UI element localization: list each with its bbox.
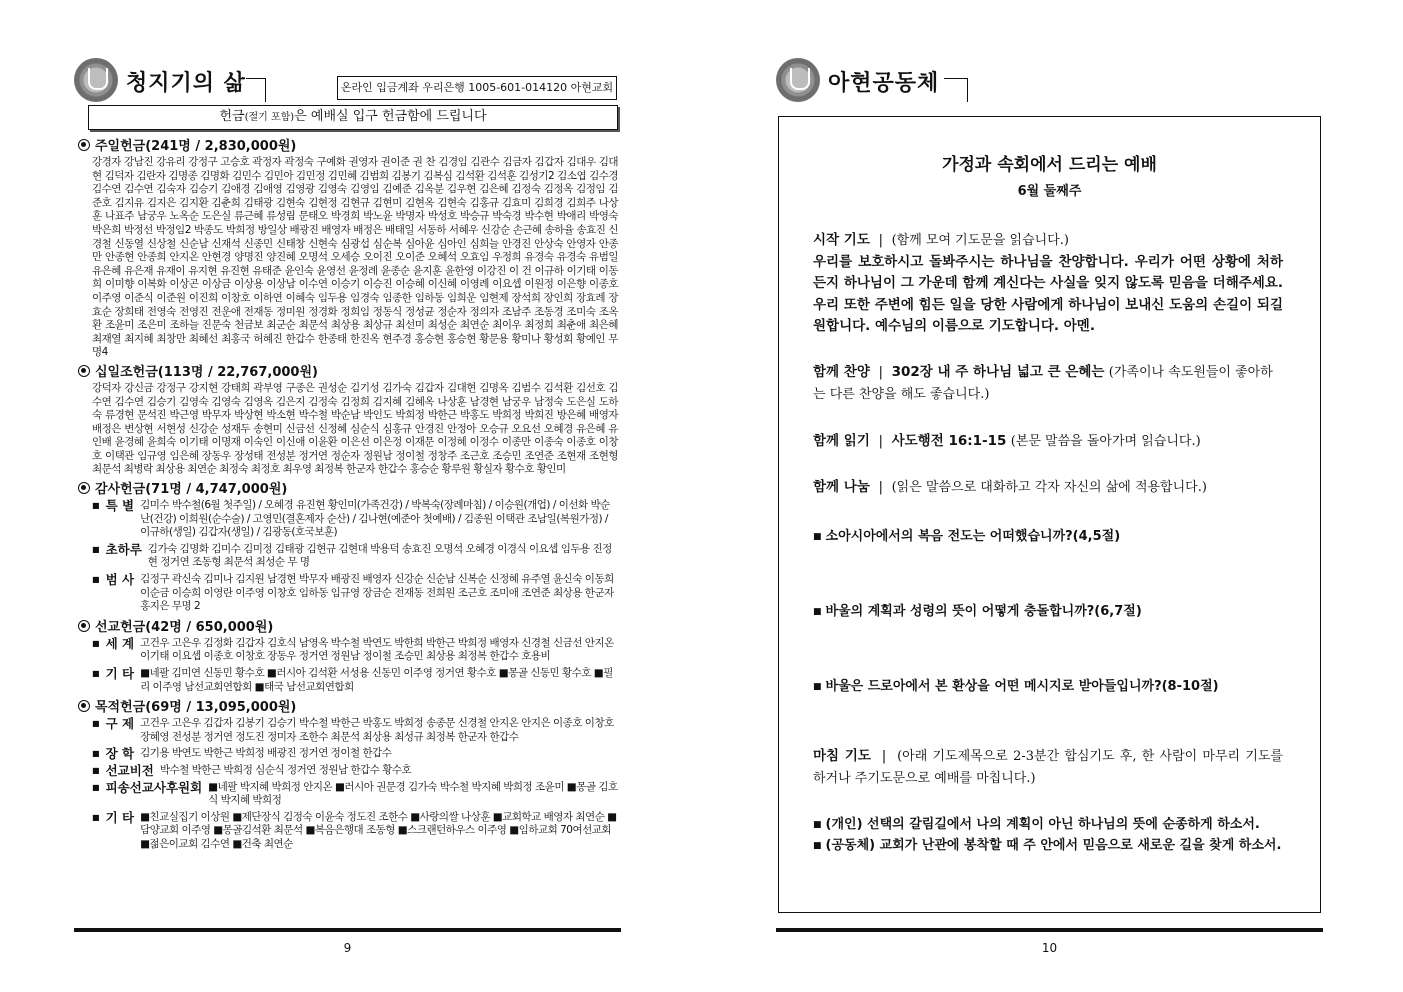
page-number-left: 9 (343, 941, 352, 955)
left-footer-rule (74, 928, 621, 932)
account-info: 온라인 입금계좌 우리은행 1005-601-014120 아현교회 (337, 76, 617, 100)
offering-notice (88, 105, 618, 130)
designated-scholarship: ■ 장 학 김기용 박연도 박한근 박희정 배광진 정거연 정이철 한갑수 (92, 747, 618, 761)
thanks-offering-heading: 감사헌금(71명 / 4,747,000원) (78, 481, 618, 499)
sunday-offering-names: 강경자 강남진 강유리 강정구 고승호 곽정자 곽정숙 구예화 권영자 권이준 권 찬 김경임 김관수 김금자 김갑자 김대우 김대현 김덕자 김란자 김명종 김명화 김민수 김민아 김민정 김민혜 김범희 김봉기 김복심 김석환 김석훈 김성기2 김소엽 김수경 김수연 김수연 김숙자 김승기 김애경 김애영 김영광 김영숙 김영임 김예준 김옥분 김우현 김은혜 김정숙 김정옥 김정임 김준호 김지유 김지은 김지환 김춘희 김태광 김현숙 김현정 김현규 김현미 김현옥 김현숙 김홍규 김효미 김희경 김희주 나상훈 나표주 남궁우 노옥순 도은실 류근혜 류성림 문태오 박경희 박노윤 박명자 박성호 박승규 박숙경 박수현 박애리 박영숙 박은희 박정선 박정임2 박종도 박희정 방일상 배광진 배영자 배정은 배태일 서동하 서혜우 신강순 손근혜 송하율 송효진 신경철 신동열 신상철 신순남 신재석 신종민 신태창 신현숙 심광섭 심순복 심아윤 심아인 심희늘 안경진 안상숙 안영자 안종만 안종현 안종희 안지온 안현경 양명진 양진혜 오명석 오세승 오이진 오이준 오혜석 오효임 우정희 유경숙 유경숙 유범일 유은혜 유은재 유재이 유지현 유진현 유태준 윤인숙 윤영선 윤정례 윤종순 윤지훈 윤한영 이강진 이 건 이규하 이기태 이동희 이미향 이복화 이상곤 이상금 이상용 이상남 이수연 이승기 이승진 이승혜 이신혜 이영례 이요셉 이원정 이은향 이종호 이주영 이준식 이준원 이진희 이창호 이하연 이혜숙 임두용 임경숙 임종한 임하동 임희운 임현제 장석희 장인희 장효례 장효순 장희태 전영숙 전영진 전운애 전재동 정미원 정경화 정희임 정동식 정성균 정순자 정의자 조남주 조동경 조미숙 조옥환 조윤미 조은미 조하늘 진문숙 천금보 최군순 최문석 최상용 최상규 최선미 최성순 최연순 최이우 최정희 최춘애 최은혜 최재열 최지혜 최창만 최혜선 최홍국 허혜진 한갑수 한종태 한진옥 현주경 홍승현 홍승현 황문용 황미나 황성회 황예인 무명4 (92, 156, 618, 359)
designated-relief: ■ 구 제 고건우 고은우 김갑자 김봉기 김승기 박수철 박한근 박홍도 박희정 송종문 신경철 안지온 안지은 이종호 이창호 장혜영 전성분 정거연 정도진 정미자 조한수 최문석 최상용 최성규 최정복 한군자 한갑수 (92, 717, 618, 744)
sunday-offering-heading: 주일헌금(241명 / 2,830,000원) (78, 138, 618, 156)
designated-offering-heading: 목적헌금(69명 / 13,095,000원) (78, 699, 618, 717)
church-logo-icon (776, 58, 820, 102)
closing-prayer: 마침 기도 | (아래 기도제목으로 2-3분간 합심기도 후, 한 사람이 마무리 기도를 하거나 주기도문으로 예배를 마칩니다.) (813, 748, 1283, 786)
designated-mission-vision: ■ 선교비전 박수철 박한근 박희정 심순식 정거연 정원남 한갑수 황수호 (92, 764, 618, 778)
thanks-first-day: ■ 초하루 김가숙 김명화 김미수 김미정 김태광 김현규 김현대 박용덕 송효진 오명석 오혜경 이경식 이요셉 임두용 진정현 정거연 조동형 최문석 최성순 무 명 (92, 543, 618, 570)
prayer-item-personal: ■ (개인) 선택의 갈림길에서 나의 계획이 아닌 하나님의 뜻에 순종하게 하소서. (813, 813, 1283, 832)
mission-world: ■ 세 계 고건우 고은우 김정화 김갑자 김호식 남영옥 박수철 박연도 박한희 박한근 박희정 배영자 신경철 신금선 안지온 이기태 이요셉 이종호 이창호 장동우 정거연 정원남 정이철 조승민 최상용 최정복 한갑수 호용비 (92, 637, 618, 664)
right-footer-rule (776, 928, 1323, 932)
notice-text-post: 은 예배실 입구 헌금함에 드립니다 (294, 109, 487, 124)
prayer-item-community: ■ (공동체) 교회가 난관에 봉착할 때 주 안에서 믿음으로 새로운 길을 찾게 하소서. (813, 835, 1283, 857)
question-1: ■ 소아시아에서의 복음 전도는 어떠했습니까?(4,5절) (813, 525, 1283, 544)
right-header-title: 아현공동체 (828, 71, 940, 96)
opening-prayer: 시작 기도 | (함께 모여 기도문을 읽습니다.) 우리를 보호하시고 돌봐주시는 하나님을 찬양합니다. 우리가 어떤 상황에 처하든지 하나님이 그 가운데 함께 계신다는 사실을 잊지 않도록 믿음을 더해주세요. 우리 또한 주변에 힘든 일을 당한 사람에게 하나님이 보내신 도움의 손길이 되길 원합니다. 예수님의 이름으로 기도합니다. 아멘. (813, 230, 1283, 338)
church-logo-icon (74, 58, 118, 102)
thanks-special: ■ 특 별 김미수 박수철(6월 첫주일) / 오혜경 유진현 황인미(가족건강) / 박복숙(장례마침) / 이승원(개업) / 이선화 박순난(건강) 이희원(순수술) / 고영민(결혼제자 순산) / 김나현(예준아 첫예배) / 김종원 이택관 조남일(복원가정) / 이규하(생일) 김갑자(생일) / 김광동(호국보훈) (92, 499, 618, 540)
page-number-right: 10 (1041, 941, 1058, 955)
notice-text-pre: 헌금 (219, 109, 245, 124)
designated-other: ■ 기 타 ■친교실집기 이상원 ■제단장식 김정숙 이윤숙 정도진 조한수 ■사랑의쌀 나상훈 ■교회학교 배영자 최연순 ■담양교회 이주영 ■몽골김석환 최문석 ■복음은행대 조동형 ■스크랜턴하우스 이주영 ■임하교회 70여선교회 ■젊은이교회 김수연 ■건축 최연순 (92, 811, 618, 852)
notice-text-small: (절기 포함) (244, 112, 295, 123)
offering-list (78, 138, 618, 855)
header-rule (246, 78, 266, 102)
thanks-all-things: ■ 범 사 김정구 곽신숙 김미나 김지원 남경현 박무자 배광진 배영자 신강순 신순남 신복순 신정혜 유주열 윤신숙 이동희 이순금 이승희 이영란 이주영 이창호 임하동 임규영 장금순 전재동 전희원 조근호 조미애 조연준 최상용 한군자 홍지은 무명 2 (92, 573, 618, 614)
designated-missionary-support: ■ 피송선교사후원회 ■네팔 박지혜 박희정 안지온 ■러시아 권문경 김가숙 박수철 박지혜 박희정 조윤미 ■몽골 김호식 박지혜 박희정 (92, 781, 618, 808)
question-3: ■ 바울은 드로아에서 본 환상을 어떤 메시지로 받아들입니까?(8-10절) (813, 675, 1283, 694)
header-rule (944, 78, 968, 102)
hymn-section: 함께 찬양 | 302장 내 주 하나님 넓고 큰 은혜는 (가족이나 속도원들이 좋아하는 다른 찬양을 해도 좋습니다.) (813, 364, 1273, 402)
worship-title: 가정과 속회에서 드리는 예배 (942, 155, 1157, 175)
right-header (776, 58, 976, 102)
mission-offering-heading: 선교헌금(42명 / 650,000원) (78, 619, 618, 637)
tithe-names: 강덕자 강신금 강정구 강지현 강태희 곽부영 구종은 권성순 김기성 김가숙 김갑자 김대현 김명옥 김범수 김석환 김선호 김수연 김수연 김승기 김영숙 김영숙 김영옥 김은지 김정숙 김정희 김지혜 김혜옥 나상훈 남경현 남궁우 남정숙 도은실 도하숙 류경현 문석진 박근영 박무자 박상현 박소현 박수철 박순남 박인도 박희정 박한근 박홍도 박희정 박희진 방은혜 배영자 배정은 변상현 서현성 신강순 성재두 송현미 신금선 신정혜 심순식 심홍규 안경진 안정아 오승규 오요선 오혜경 유은혜 유인배 윤경혜 윤희숙 이기태 이명재 이숙인 이신애 이윤환 이은선 이은정 이재문 이정혜 이정수 이종만 이종숙 이종호 이창호 이택관 임규영 임은혜 장동우 장성태 전성분 정거연 정순자 정원남 정이철 정창주 조근호 조승민 조연준 조현재 조현형 최문석 최병락 최상용 최연순 최정숙 최정호 최우영 최정복 한군자 한갑수 홍승순 황루원 황실자 황수호 황인미 (92, 381, 618, 476)
sharing-section: 함께 나눔 | (읽은 말씀으로 대화하고 각자 자신의 삶에 적용합니다.) (813, 479, 1207, 495)
question-2: ■ 바울의 계획과 성령의 뜻이 어떻게 충돌합니까?(6,7절) (813, 600, 1283, 619)
opening-prayer-text: 우리를 보호하시고 돌봐주시는 하나님을 찬양합니다. 우리가 어떤 상황에 처하든지 하나님이 그 가운데 함께 계신다는 사실을 잊지 않도록 믿음을 더해주세요. 우리 또한 주변에 힘든 일을 당한 사람에게 하나님이 보내신 도움의 손길이 되길 원합니다. 예수님의 이름으로 기도합니다. 아멘. (813, 253, 1283, 334)
worship-subtitle: 6월 둘째주 (1017, 184, 1082, 199)
reading-section: 함께 읽기 | 사도행전 16:1-15 (본문 말씀을 돌아가며 읽습니다.) (813, 433, 1201, 449)
tithe-heading: 십일조헌금(113명 / 22,767,000원) (78, 364, 618, 382)
left-header-title: 청지기의 삶 (126, 71, 246, 96)
mission-other: ■ 기 타 ■네팔 김미연 신동민 황수호 ■러시아 김석환 서성용 신동민 이주영 정거연 황수호 ■몽골 신동민 황수호 ■필리 이주영 남선교회연합회 ■태국 남선교회연합회 (92, 667, 618, 694)
